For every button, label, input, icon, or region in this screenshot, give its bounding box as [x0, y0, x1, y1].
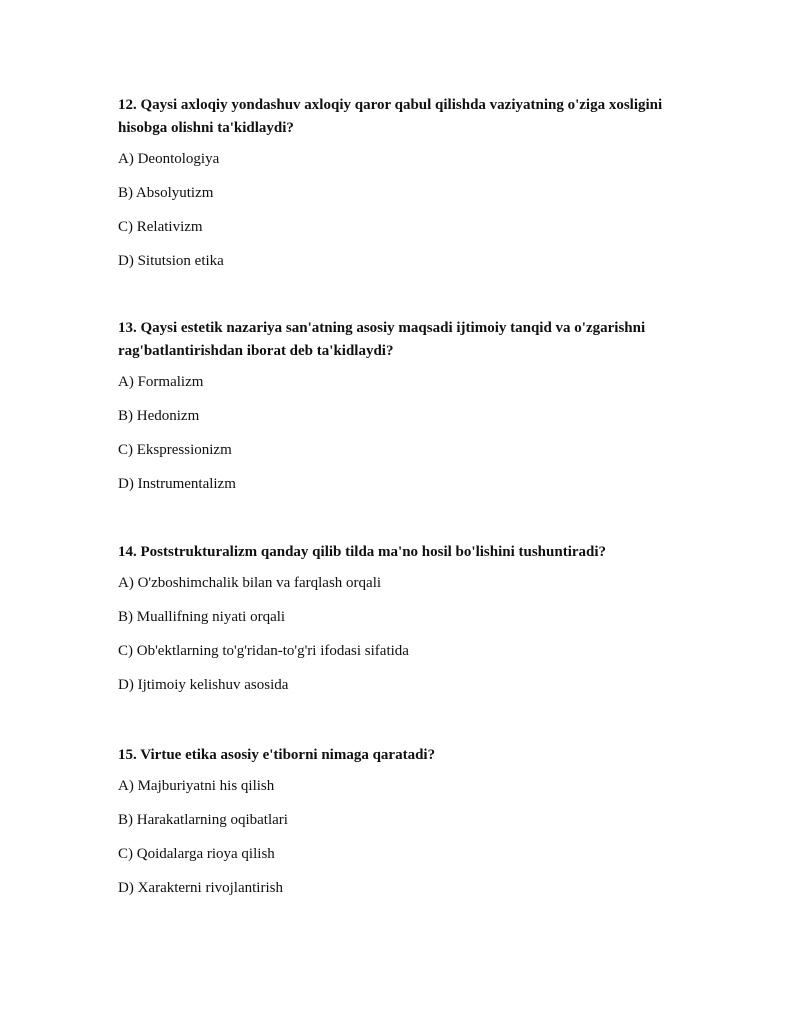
option-c: C) Ob'ektlarning to'g'ridan-to'g'ri ifodasi sifatida	[118, 643, 409, 659]
question-14	[118, 541, 698, 710]
option-a: A) O'zboshimchalik bilan va farqlash orqali	[118, 575, 382, 591]
question-text: 13. Qaysi estetik nazariya san'atning asosiy maqsadi ijtimoiy tanqid va o'zgarishni rag'batlantirishdan iborat deb ta'kidlaydi?	[118, 320, 646, 359]
option-list	[118, 150, 698, 286]
option-b: B) Harakatlarning oqibatlari	[118, 812, 288, 828]
question-text: 14. Poststrukturalizm qanday qilib tilda ma'no hosil bo'lishini tushuntiradi?	[118, 544, 607, 560]
option-c: C) Qoidalarga rioya qilish	[118, 846, 275, 862]
option-d: D) Xarakterni rivojlantirish	[118, 880, 283, 896]
option-d: D) Ijtimoiy kelishuv asosida	[118, 677, 289, 693]
option-d: D) Instrumentalizm	[118, 476, 236, 492]
option-a: A) Formalizm	[118, 374, 204, 390]
option-list	[118, 777, 698, 913]
question-text: 15. Virtue etika asosiy e'tiborni nimaga qaratadi?	[118, 747, 436, 763]
option-c: C) Ekspressionizm	[118, 442, 232, 458]
question-13	[118, 317, 698, 509]
option-b: B) Hedonizm	[118, 408, 200, 424]
option-c: C) Relativizm	[118, 219, 203, 235]
option-b: B) Absolyutizm	[118, 185, 214, 201]
option-a: A) Majburiyatni his qilish	[118, 778, 275, 794]
option-a: A) Deontologiya	[118, 151, 220, 167]
option-d: D) Situtsion etika	[118, 253, 224, 269]
option-list	[118, 373, 698, 509]
question-15	[118, 744, 698, 913]
option-list	[118, 574, 698, 710]
option-b: B) Muallifning niyati orqali	[118, 609, 286, 625]
question-text: 12. Qaysi axloqiy yondashuv axloqiy qaror qabul qilishda vaziyatning o'ziga xosligini hisobga olishni ta'kidlaydi?	[118, 97, 663, 136]
question-12	[118, 94, 698, 286]
